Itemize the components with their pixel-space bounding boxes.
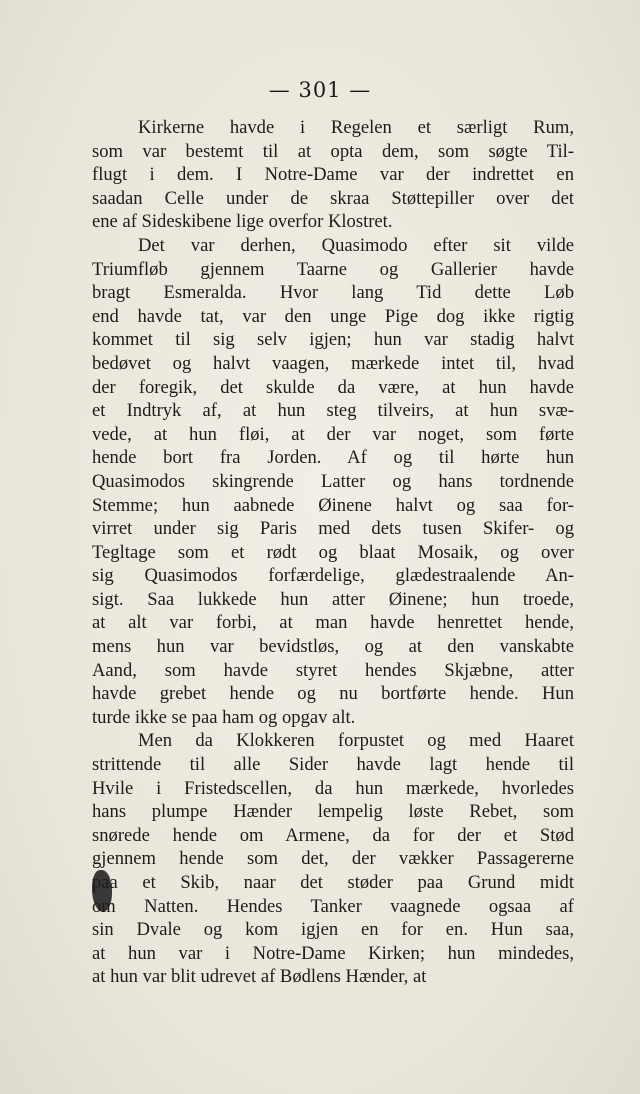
text-line: ene af Sideskibene lige overfor Klostret. bbox=[92, 211, 393, 233]
text-line: paa et Skib, naar det støder paa Grund midt bbox=[92, 872, 574, 893]
text-line: Tegltage som et rødt og blaat Mosaik, og over bbox=[92, 541, 574, 563]
text-line: saadan Celle under de skraa Støttepiller over det bbox=[92, 187, 574, 209]
text-line: havde grebet hende og nu bortførte hende. Hun bbox=[92, 683, 574, 705]
body-text bbox=[92, 116, 574, 989]
text-line: gjennem hende som det, der vækker Passagererne bbox=[92, 848, 574, 870]
text-line: turde ikke se paa ham og opgav alt. bbox=[92, 706, 356, 728]
text-line: strittende til alle Sider havde lagt hende til bbox=[92, 754, 574, 776]
text-line: der foregik, det skulde da være, at hun havde bbox=[92, 376, 574, 398]
text-line: at hun var blit udrevet af Bødlens Hænder, at bbox=[92, 966, 427, 988]
text-line: at hun var i Notre-Dame Kirken; hun mindedes, bbox=[92, 942, 574, 964]
text-line: hans plumpe Hænder lempelig løste Rebet, som bbox=[92, 801, 574, 823]
text-line: Hvile i Fristedscellen, da hun mærkede, hvorledes bbox=[92, 777, 574, 799]
text-line: bedøvet og halvt vaagen, mærkede intet til, hvad bbox=[92, 352, 574, 374]
text-line: sigt. Saa lukkede hun atter Øinene; hun troede, bbox=[92, 588, 574, 610]
text-line: sig Quasimodos forfærdelige, glædestraalende An- bbox=[92, 565, 574, 587]
text-line: hende bort fra Jorden. Af og til hørte hun bbox=[92, 447, 574, 469]
text-line: Det var derhen, Quasimodo efter sit vilde bbox=[138, 234, 574, 256]
text-line: sin Dvale og kom igjen en for en. Hun saa, bbox=[92, 919, 574, 941]
text-line: bragt Esmeralda. Hvor lang Tid dette Løb bbox=[92, 282, 574, 304]
text-line: flugt i dem. I Notre-Dame var der indrettet en bbox=[92, 164, 574, 186]
text-line: Stemme; hun aabnede Øinene halvt og saa for- bbox=[92, 494, 574, 516]
text-line: Quasimodos skingrende Latter og hans tordnende bbox=[92, 470, 574, 492]
text-line: kommet til sig selv igjen; hun var stadig halvt bbox=[92, 329, 574, 351]
text-line: mens hun var bevidstløs, og at den vanskabte bbox=[92, 636, 574, 658]
text-line: end havde tat, var den unge Pige dog ikke rigtig bbox=[92, 305, 574, 327]
text-line: snørede hende om Armene, da for der et Stød bbox=[92, 824, 574, 846]
text-line: som var bestemt til at opta dem, som søgte Til- bbox=[92, 140, 574, 162]
text-line: vede, at hun fløi, at der var noget, som førte bbox=[92, 423, 574, 445]
text-line: Men da Klokkeren forpustet og med Haaret bbox=[138, 730, 574, 752]
page-number-header: — 301 — bbox=[268, 78, 372, 102]
text-line: om Natten. Hendes Tanker vaagnede ogsaa af bbox=[92, 895, 574, 917]
text-line: Aand, som havde styret hendes Skjæbne, atter bbox=[92, 659, 574, 681]
text-line: Triumfløb gjennem Taarne og Gallerier havde bbox=[92, 258, 574, 280]
text-line: et Indtryk af, at hun steg tilveirs, at hun svæ- bbox=[92, 400, 574, 422]
text-line: at alt var forbi, at man havde henrettet hende, bbox=[92, 612, 574, 634]
text-line: virret under sig Paris med dets tusen Skifer- og bbox=[92, 518, 574, 540]
text-line: Kirkerne havde i Regelen et særligt Rum, bbox=[138, 117, 574, 138]
